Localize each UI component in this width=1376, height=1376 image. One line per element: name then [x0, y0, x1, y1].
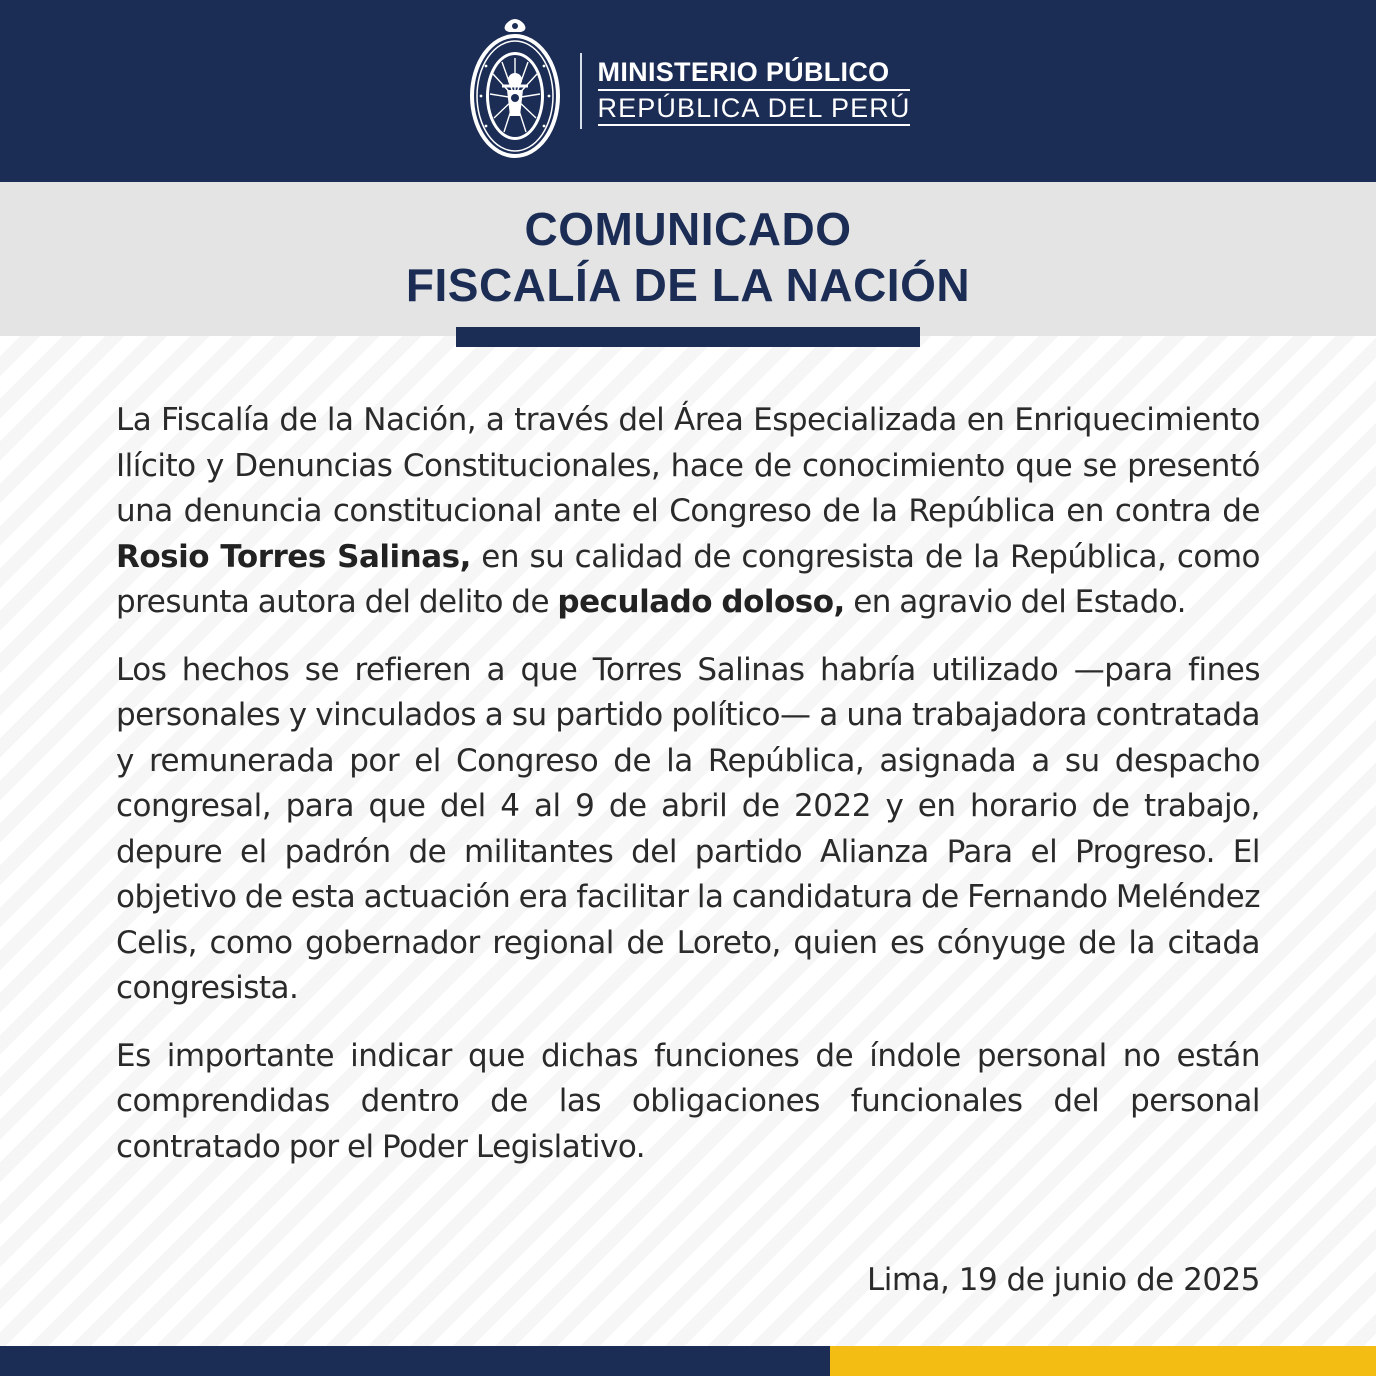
page-title-line2: FISCALÍA DE LA NACIÓN — [405, 259, 971, 311]
p1-bold-crime: peculado doloso, — [557, 584, 845, 620]
page-title-line1: COMUNICADO — [524, 203, 852, 255]
p1-text-a: La Fiscalía de la Nación, a través del Área Especializada en Enriquecimiento Ilícito y Denuncias Constitucionales, hace de conocimiento que se presentó una denuncia constitucional ante el Congreso de la República en contra de — [116, 402, 1260, 529]
header-banner — [0, 0, 1376, 182]
p1-text-b: en su calidad de congresista de la República, como presunta autora del delito de — [116, 538, 1260, 620]
org-country: REPÚBLICA DEL PERÚ — [597, 92, 911, 123]
statement-body — [116, 398, 1260, 1192]
p1-bold-name: Rosio Torres Salinas, — [116, 538, 471, 575]
paragraph-2: Los hechos se refieren a que Torres Salinas habría utilizado —para fines personales y vinculados a su partido político— a una trabajadora contratada y remunerada por el Congreso de la República, asignada a su despacho congresal, para que del 4 al 9 de abril de 2022 y en horario de trabajo, depure el padrón de militantes del partido Alianza Para el Progreso. El objetivo de esta actuación era facilitar la candidatura de Fernando Meléndez Celis, como gobernador regional de Loreto, quien es cónyuge de la citada congresista. — [116, 651, 1260, 1006]
title-band — [0, 182, 1376, 336]
org-name: MINISTERIO PÚBLICO — [597, 56, 890, 87]
p1-text-c: en agravio del Estado. — [844, 584, 1187, 620]
brand-block — [598, 57, 911, 126]
paragraph-3: Es importante indicar que dichas funciones de índole personal no están comprendidas dentro de las obligaciones funcionales del personal contratado por el Poder Legislativo. — [116, 1037, 1260, 1165]
statement-date: Lima, 19 de junio de 2025 — [866, 1262, 1260, 1298]
brand-rule-bottom — [598, 124, 911, 126]
brand-rule — [598, 89, 911, 91]
footer-bar-navy — [0, 1346, 830, 1376]
title-underline-bar — [456, 327, 920, 347]
header-divider — [580, 53, 582, 129]
footer-bar-gold — [830, 1346, 1376, 1376]
ministerio-publico-seal-icon — [466, 16, 564, 166]
paragraph-1 — [116, 398, 1260, 626]
